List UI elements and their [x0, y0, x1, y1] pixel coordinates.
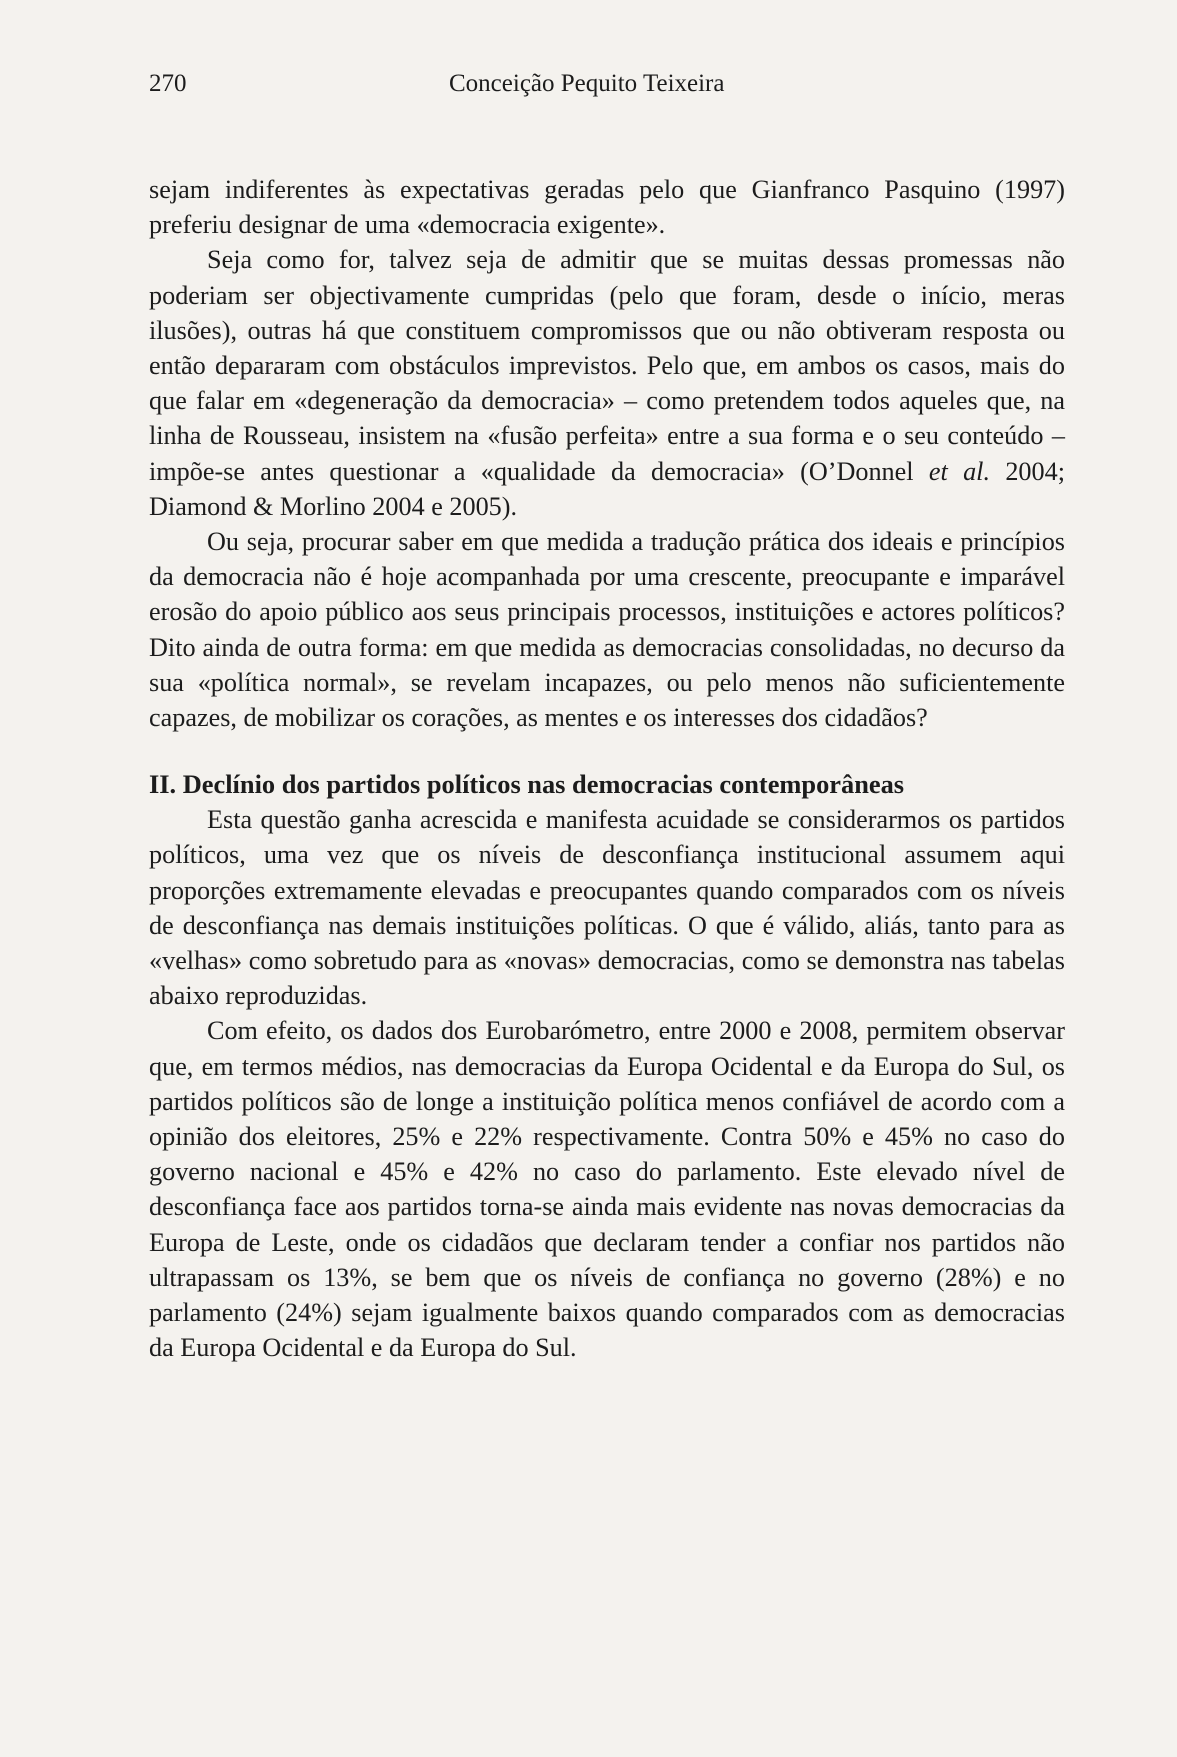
page-number: 270	[149, 70, 187, 97]
italic-text: et al.	[928, 456, 991, 486]
section-heading: II. Declínio dos partidos políticos nas democracias contemporâneas	[149, 769, 905, 800]
running-title: Conceição Pequito Teixeira	[449, 70, 725, 97]
paragraph-text: Ou seja, procurar saber em que medida a tradução prática dos ideais e princípios da democracia não é hoje acompanhada por uma crescente, preocupante e imparável erosão do apoio público aos seus principais processos, instituições e actores políticos? Dito ainda de outra forma: em que medida as democracias consolidadas, no decurso da sua «política normal», se revelam incapazes, ou pelo menos não suficientemente capazes, de mobilizar os corações, as mentes e os interesses dos cidadãos?	[149, 527, 1065, 733]
body-text	[149, 172, 1065, 1366]
paragraph-text: 2004; Diamond & Morlino 2004 e 2005).	[149, 456, 1065, 521]
paragraph	[149, 172, 1065, 242]
paragraph-text: sejam indiferentes às expectativas geradas pelo que Gianfranco Pasquino (1997) preferiu designar de uma «democracia exigente».	[149, 175, 1065, 240]
paragraphs-top	[149, 172, 1065, 735]
paragraph	[149, 524, 1065, 735]
paragraph-text: Esta questão ganha acrescida e manifesta acuidade se considerarmos os partidos políticos, uma vez que os níveis de desconfiança institucional assumem aqui proporções extremamente elevadas e preocupantes quando comparados com os níveis de desconfiança nas demais instituições políticas. O que é válido, aliás, tanto para as «velhas» como sobretudo para as «novas» democracias, como se demonstra nas tabelas abaixo reproduzidas.	[149, 805, 1065, 1011]
paragraph-text: Com efeito, os dados dos Eurobarómetro, entre 2000 e 2008, permitem observar que, em termos médios, nas democracias da Europa Ocidental e da Europa do Sul, os partidos políticos são de longe a instituição política menos confiável de acordo com a opinião dos eleitores, 25% e 22% respectivamente. Contra 50% e 45% no caso do governo nacional e 45% e 42% no caso do parlamento. Este elevado nível de desconfiança face aos partidos torna-se ainda mais evidente nas novas democracias da Europa de Leste, onde os cidadãos que declaram tender a confiar nos partidos não ultrapassam os 13%, se bem que os níveis de confiança no governo (28%) e no parlamento (24%) sejam igualmente baixos quando comparados com as democracias da Europa Ocidental e da Europa do Sul.	[149, 1016, 1065, 1363]
paragraph	[149, 1013, 1065, 1365]
paragraph-text: Seja como for, talvez seja de admitir que se muitas dessas promessas não poderiam ser objectivamente cumpridas (pelo que foram, desde o início, meras ilusões), outras há que constituem compromissos que ou não obtiveram resposta ou então depararam com obstáculos imprevistos. Pelo que, em ambos os casos, mais do que falar em «degeneração da democracia» – como pretendem todos aqueles que, na linha de Rousseau, insistem na «fusão perfeita» entre a sua forma e o seu conteúdo – impõe-se antes questionar a «qualidade da democracia» (O’Donnel	[149, 245, 1065, 486]
paragraphs-bottom	[149, 802, 1065, 1365]
running-head	[149, 68, 1065, 100]
paragraph	[149, 802, 1065, 1013]
paragraph	[149, 242, 1065, 524]
